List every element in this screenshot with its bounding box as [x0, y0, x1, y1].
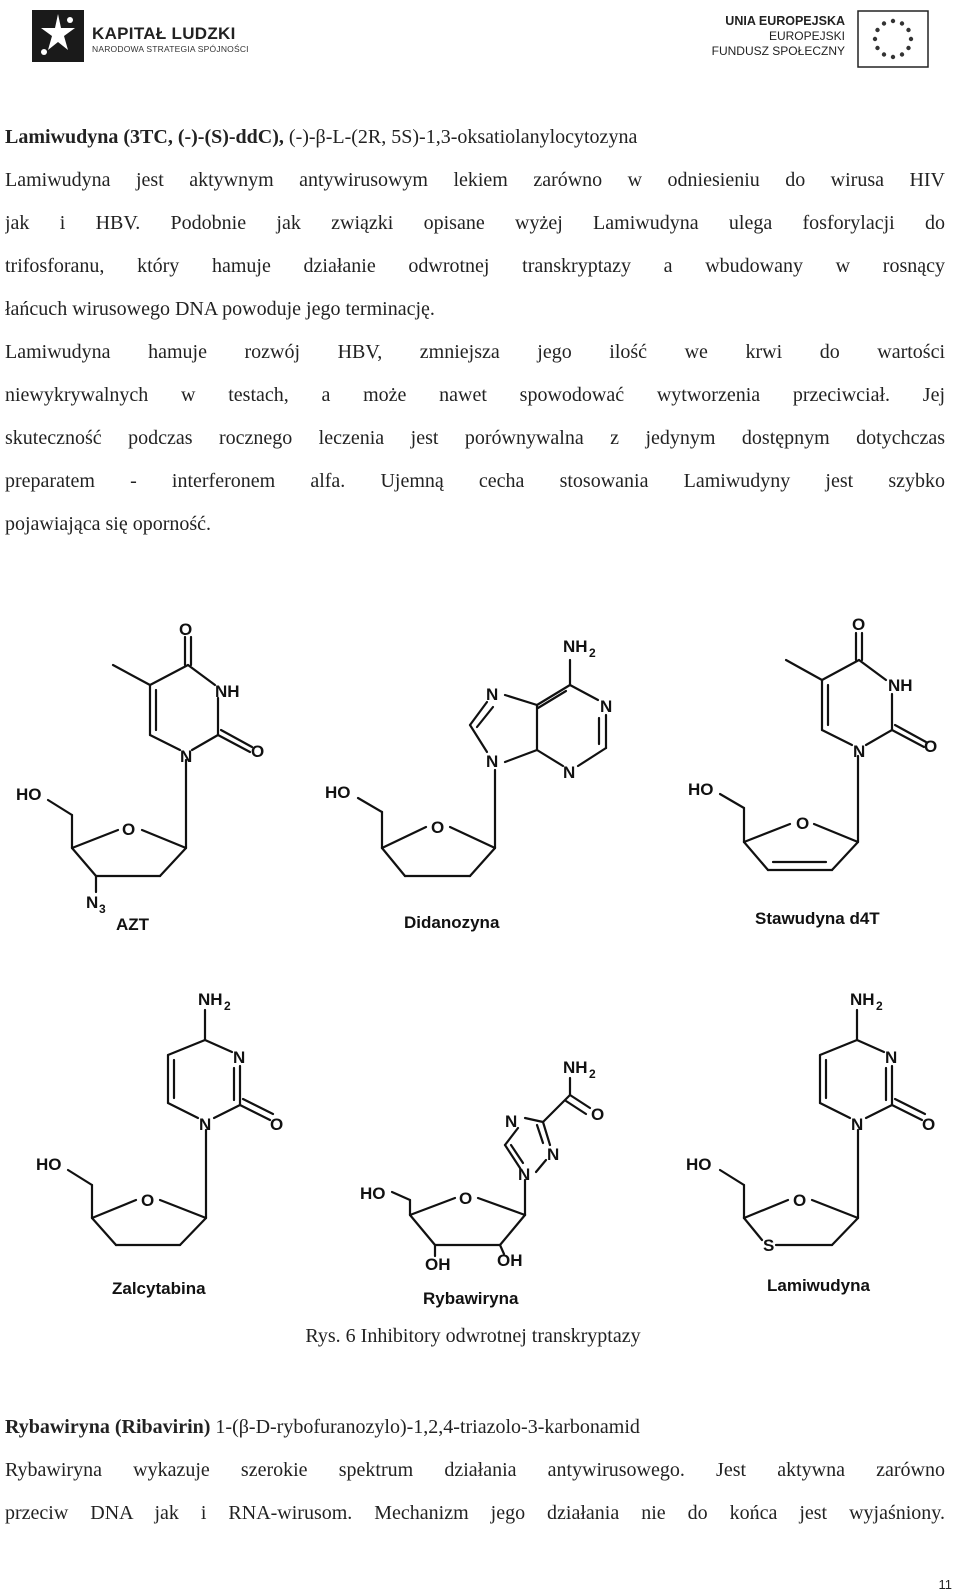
atom-label: O	[922, 1115, 936, 1134]
paragraph-line: preparatem - interferonem alfa. Ujemną cecha stosowania Lamiwudyny jest szybko	[5, 470, 945, 492]
atom-label: N	[505, 1112, 518, 1131]
lamiwudyna-title-rest: (-)-β-L-(2R, 5S)-1,3-oksatiolanylocytozyna	[283, 126, 638, 148]
rybawiryna-title	[5, 1406, 945, 1449]
atom-label: OH	[497, 1251, 523, 1270]
paragraph-line: niewykrywalnych w testach, a może nawet spowodować wytworzenia przeciwciał. Jej	[5, 384, 945, 406]
atom-label: N	[86, 893, 99, 912]
atom-label: NH	[198, 990, 223, 1009]
molecule-name-azt: AZT	[116, 915, 150, 934]
atom-label: O	[431, 818, 445, 837]
lamiwudyna-structure	[720, 1010, 925, 1245]
eu-line-1: UNIA EUROPEJSKA	[725, 14, 845, 28]
paragraph-line: trifosforanu, który hamuje działanie odwrotnej transkryptazy a wbudowany w rosnący	[5, 255, 945, 277]
atom-label: NH	[850, 990, 875, 1009]
lamiwudyna-title	[5, 116, 945, 159]
structures-figure	[0, 590, 960, 1320]
atom-subscript: 2	[589, 646, 596, 660]
atom-label: HO	[16, 785, 42, 804]
atom-label: HO	[688, 780, 714, 799]
paragraph-line: łańcuch wirusowego DNA powoduje jego terminację.	[5, 298, 435, 320]
eu-flag-icon	[857, 10, 929, 68]
atom-subscript: 3	[99, 902, 106, 916]
lamiwudyna-title-bold: Lamiwudyna (3TC, (-)-(S)-ddC),	[5, 126, 284, 148]
paragraph-line: Lamiwudyna jest aktywnym antywirusowym lekiem zarówno w odniesieniu do wirusa HIV	[5, 169, 945, 191]
atom-label: NH	[215, 682, 240, 701]
stawudyna-structure	[720, 633, 926, 870]
kapital-ludzki-title: KAPITAŁ LUDZKI	[92, 24, 236, 43]
page-number: 11	[938, 1577, 952, 1592]
atom-label: O	[270, 1115, 284, 1134]
figure-caption: Rys. 6 Inhibitory odwrotnej transkryptazy	[305, 1325, 641, 1347]
atom-subscript: 2	[224, 999, 231, 1013]
kapital-ludzki-emblem-icon	[30, 8, 86, 64]
atom-label: N	[199, 1115, 212, 1134]
atom-label: N	[563, 763, 576, 782]
atom-label: O	[796, 814, 810, 833]
molecule-name-didanozyna: Didanozyna	[404, 913, 500, 932]
atom-label: NH	[888, 676, 913, 695]
atom-label: N	[600, 697, 613, 716]
atom-label: N	[518, 1165, 531, 1184]
atom-label: O	[459, 1189, 473, 1208]
eu-line-3: FUNDUSZ SPOŁECZNY	[711, 44, 845, 58]
atom-label: NH	[563, 1058, 588, 1077]
azt-structure	[48, 637, 252, 892]
kapital-ludzki-logo	[30, 6, 260, 66]
atom-label: N	[486, 685, 499, 704]
kapital-ludzki-subtitle: NARODOWA STRATEGIA SPÓJNOŚCI	[92, 44, 249, 54]
paragraph-line: przeciw DNA jak i RNA-wirusom. Mechanizm jego działania nie do końca jest wyjaśniony.	[5, 1502, 945, 1524]
atom-label: O	[141, 1191, 155, 1210]
atom-label: S	[763, 1236, 775, 1255]
atom-label: N	[233, 1048, 246, 1067]
atom-label: HO	[36, 1155, 62, 1174]
paragraph-line: Rybawiryna wykazuje szerokie spektrum działania antywirusowego. Jest aktywna zarówno	[5, 1459, 945, 1481]
molecule-name-stawudyna: Stawudyna d4T	[755, 909, 880, 928]
atom-label: N	[180, 747, 193, 766]
rybawiryna-structure	[392, 1078, 590, 1256]
molecule-name-zalcytabina: Zalcytabina	[112, 1279, 206, 1298]
atom-label: O	[924, 737, 938, 756]
rybawiryna-section	[5, 1406, 945, 1535]
zalcytabina-structure	[68, 1010, 273, 1245]
atom-label: N	[885, 1048, 898, 1067]
paragraph-line: skuteczność podczas rocznego leczenia jest porównywalna z jedynym dostępnym dotychczas	[5, 427, 945, 449]
paragraph-line: jak i HBV. Podobnie jak związki opisane wyżej Lamiwudyna ulega fosforylacji do	[5, 212, 945, 234]
atom-subscript: 2	[876, 999, 883, 1013]
atom-label: O	[591, 1105, 605, 1124]
paragraph-line: pojawiająca się oporność.	[5, 513, 212, 535]
eu-logo-text	[712, 14, 845, 59]
atom-label: HO	[325, 783, 351, 802]
atom-label: HO	[686, 1155, 712, 1174]
atom-label: N	[547, 1145, 560, 1164]
atom-label: N	[851, 1115, 864, 1134]
atom-label: O	[852, 615, 866, 634]
lamiwudyna-section	[5, 116, 945, 546]
atom-label: NH	[563, 637, 588, 656]
atom-subscript: 2	[589, 1067, 596, 1081]
rybawiryna-title-rest: 1-(β-D-rybofuranozylo)-1,2,4-triazolo-3-karbonamid	[210, 1416, 640, 1438]
rybawiryna-title-bold: Rybawiryna (Ribavirin)	[5, 1416, 211, 1438]
atom-label: HO	[360, 1184, 386, 1203]
paragraph-line: Lamiwudyna hamuje rozwój HBV, zmniejsza jego ilość we krwi do wartości	[5, 341, 945, 363]
atom-label: OH	[425, 1255, 451, 1274]
molecule-name-rybawiryna: Rybawiryna	[423, 1289, 519, 1308]
atom-label: O	[251, 742, 265, 761]
atom-label: O	[122, 820, 136, 839]
atom-label: O	[179, 620, 193, 639]
atom-label: N	[486, 752, 499, 771]
molecule-name-lamiwudyna: Lamiwudyna	[767, 1276, 870, 1295]
atom-label: N	[853, 742, 866, 761]
eu-line-2: EUROPEJSKI	[768, 29, 845, 43]
atom-label: O	[793, 1191, 807, 1210]
